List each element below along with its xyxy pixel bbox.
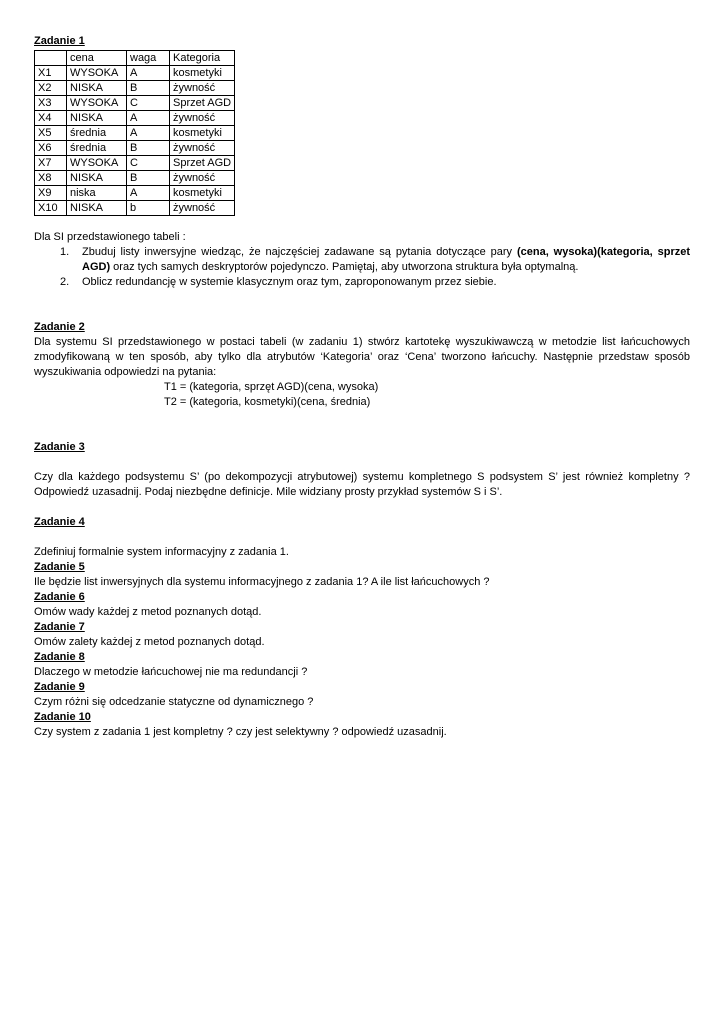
table-cell: WYSOKA (67, 66, 127, 81)
task2-heading: Zadanie 2 (34, 321, 85, 333)
table-cell: A (127, 111, 170, 126)
table-cell: kosmetyki (170, 186, 235, 201)
table-row (35, 171, 235, 186)
table-row (35, 156, 235, 171)
table-cell: żywność (170, 171, 235, 186)
table-header-row (35, 51, 235, 66)
table-cell: średnia (67, 126, 127, 141)
table-cell: żywność (170, 111, 235, 126)
task1-item1-text-end: oraz tych samych deskryptorów pojedynczo. Pamiętaj, aby utworzona struktura była optymalną. (110, 261, 579, 273)
task3-heading: Zadanie 3 (34, 441, 85, 453)
task6-text: Omów wady każdej z metod poznanych dotąd. (34, 606, 262, 618)
table-cell: X10 (35, 201, 67, 216)
table-cell: NISKA (67, 171, 127, 186)
task2-query-t1: T1 = (kategoria, sprzęt AGD)(cena, wysoka) (164, 381, 379, 393)
task5-text: Ile będzie list inwersyjnych dla systemu informacyjnego z zadania 1? A ile list łańcuchowych ? (34, 576, 490, 588)
table-cell: X7 (35, 156, 67, 171)
table-cell: NISKA (67, 111, 127, 126)
table-cell: b (127, 201, 170, 216)
task10-text: Czy system z zadania 1 jest kompletny ? czy jest selektywny ? odpowiedź uzasadnij. (34, 726, 447, 738)
table-row (35, 111, 235, 126)
task4-heading: Zadanie 4 (34, 516, 85, 528)
table-row (35, 201, 235, 216)
table-cell: niska (67, 186, 127, 201)
list-item (34, 275, 690, 290)
table-cell: B (127, 81, 170, 96)
table-cell: żywność (170, 141, 235, 156)
table-header-cell: waga (127, 51, 170, 66)
table-cell: X5 (35, 126, 67, 141)
table-header-cell (35, 51, 67, 66)
task2-query-t2: T2 = (kategoria, kosmetyki)(cena, średnia) (164, 396, 371, 408)
table-header-cell: cena (67, 51, 127, 66)
table-cell: NISKA (67, 81, 127, 96)
task1-heading: Zadanie 1 (34, 35, 85, 47)
list-number: 1. (60, 246, 70, 258)
table-cell: B (127, 171, 170, 186)
task1-item1-text: Zbuduj listy inwersyjne wiedząc, że najczęściej zadawane są pytania dotyczące pary (82, 246, 517, 258)
table-cell: X6 (35, 141, 67, 156)
list-item (34, 245, 690, 275)
table-cell: średnia (67, 141, 127, 156)
task8-text: Dlaczego w metodzie łańcuchowej nie ma redundancji ? (34, 666, 308, 678)
table-cell: kosmetyki (170, 126, 235, 141)
table-cell: kosmetyki (170, 66, 235, 81)
task1-list (34, 245, 690, 290)
task8-heading: Zadanie 8 (34, 651, 85, 663)
table-cell: C (127, 156, 170, 171)
document-page (34, 34, 690, 740)
table-row (35, 96, 235, 111)
task9-heading: Zadanie 9 (34, 681, 85, 693)
table-row (35, 81, 235, 96)
table-cell: C (127, 96, 170, 111)
table-cell: A (127, 186, 170, 201)
task4-text: Zdefiniuj formalnie system informacyjny z zadania 1. (34, 546, 289, 558)
table-cell: B (127, 141, 170, 156)
table-cell: Sprzet AGD (170, 96, 235, 111)
task7-heading: Zadanie 7 (34, 621, 85, 633)
table-cell: żywność (170, 201, 235, 216)
table-row (35, 126, 235, 141)
information-system-table (34, 50, 235, 216)
table-cell: A (127, 66, 170, 81)
table-cell: X8 (35, 171, 67, 186)
task2-text: Dla systemu SI przedstawionego w postaci tabeli (w zadaniu 1) stwórz kartotekę wyszukiwawczą w metodzie list łańcuchowych zmodyfikowaną w ten sposób, aby tylko dla atrybutów ‘Kategoria’ oraz ‘Cena’ tworzono łańcuchy. Następnie przedstaw sposób wyszukiwania odpowiedzi na pytania: (34, 336, 690, 378)
task7-text: Omów zalety każdej z metod poznanych dotąd. (34, 636, 265, 648)
table-cell: X1 (35, 66, 67, 81)
task1-item2-text: Oblicz redundancję w systemie klasycznym oraz tym, zaproponowanym przez siebie. (82, 276, 497, 288)
task3-text: Czy dla każdego podsystemu S’ (po dekompozycji atrybutowej) systemu kompletnego S podsystem S’ jest również kompletny ? Odpowiedź uzasadnij. Podaj niezbędne definicje. Mile widziany prosty przykład systemów S i S’. (34, 471, 690, 498)
table-cell: żywność (170, 81, 235, 96)
table-row (35, 186, 235, 201)
list-number: 2. (60, 276, 70, 288)
table-row (35, 66, 235, 81)
table-header-cell: Kategoria (170, 51, 235, 66)
table-cell: X3 (35, 96, 67, 111)
table-cell: X9 (35, 186, 67, 201)
task9-text: Czym różni się odcedzanie statyczne od dynamicznego ? (34, 696, 314, 708)
task6-heading: Zadanie 6 (34, 591, 85, 603)
table-cell: WYSOKA (67, 96, 127, 111)
table-cell: Sprzet AGD (170, 156, 235, 171)
table-cell: X2 (35, 81, 67, 96)
table-cell: X4 (35, 111, 67, 126)
table-row (35, 141, 235, 156)
table-cell: WYSOKA (67, 156, 127, 171)
task1-intro: Dla SI przedstawionego tabeli : (34, 231, 186, 243)
task1-item1-bold: (cena, wysoka)(kategoria, sprzet AGD) (82, 246, 691, 273)
table-cell: NISKA (67, 201, 127, 216)
task10-heading: Zadanie 10 (34, 711, 91, 723)
task5-heading: Zadanie 5 (34, 561, 85, 573)
table-cell: A (127, 126, 170, 141)
